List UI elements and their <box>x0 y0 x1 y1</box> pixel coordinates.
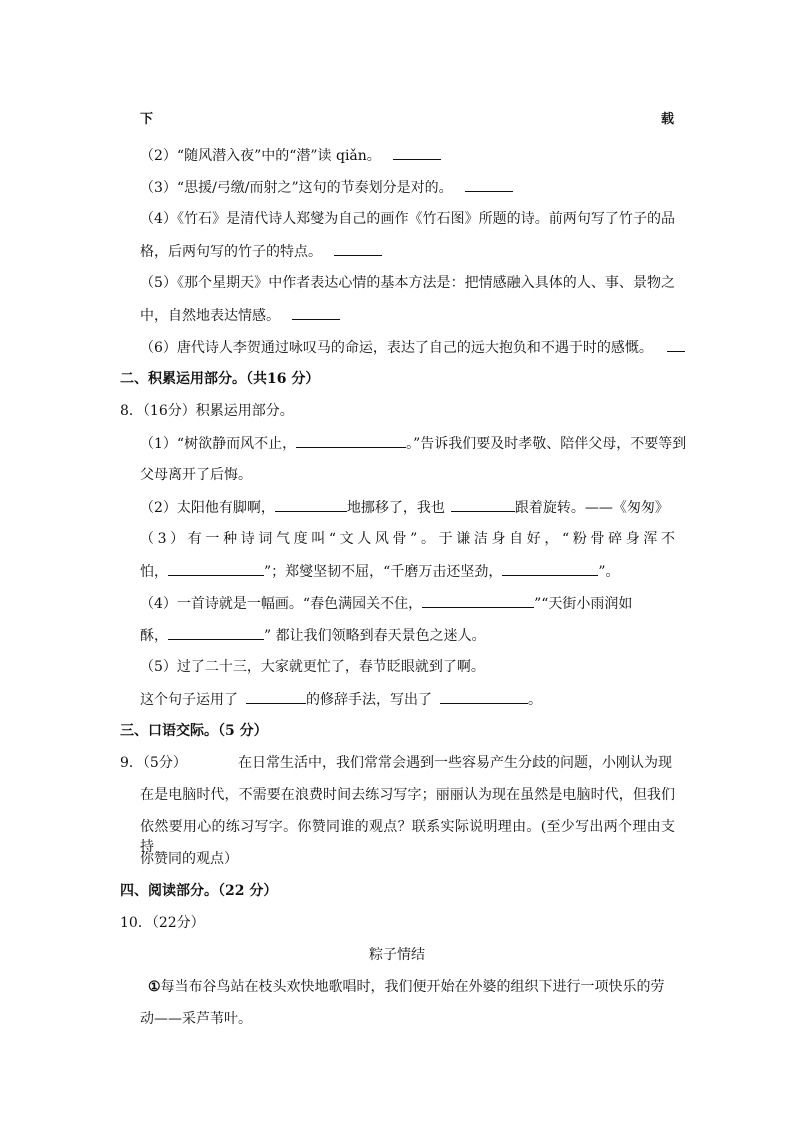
question-10-label: 10．（22分） <box>120 915 205 931</box>
answer-blank[interactable] <box>422 593 534 608</box>
answer-blank[interactable] <box>168 625 264 640</box>
answer-blank[interactable] <box>292 305 340 320</box>
question-8-label: 8．（16分）积累运用部分。 <box>120 403 294 419</box>
q8-text: 地挪移了，我也 <box>346 500 445 516</box>
q8-text: 跟着旋转。——《匆匆》 <box>514 500 669 516</box>
q8-item-5-cont <box>140 689 675 710</box>
judge-item-4-text: 格，后两句写的竹子的特点。 <box>140 244 322 260</box>
paragraph-1-text: 每当布谷鸟站在枝头欢快地歌唱时，我们便开始在外婆的组织下进行一项快乐的劳 <box>160 979 665 995</box>
q8-text: 。 <box>528 692 542 708</box>
answer-blank[interactable] <box>393 145 441 160</box>
section-3-title: 三、口语交际。（5 分） <box>120 723 268 739</box>
answer-blank[interactable] <box>451 497 515 512</box>
q8-text: 。”告诉我们要及时孝敬、陪伴父母，不要等到 <box>406 436 687 452</box>
q8-text: ”“天街小雨润如 <box>534 596 633 612</box>
q8-text: 这个句子运用了 <box>140 692 238 708</box>
answer-blank[interactable] <box>667 337 685 352</box>
answer-blank[interactable] <box>465 177 513 192</box>
answer-blank[interactable] <box>246 689 306 704</box>
answer-blank[interactable] <box>296 433 406 448</box>
q8-text: （4）一首诗就是一幅画。“春色满园关不住， <box>140 596 423 612</box>
section-4-title: 四、阅读部分。（22 分） <box>120 883 278 899</box>
page-header <box>140 108 674 127</box>
judge-item-2 <box>140 145 675 166</box>
q8-item-1-cont: 父母离开了后悔。 <box>140 467 252 483</box>
judge-item-3-text: （3）“思援/弓缴/而射之”这句的节奏划分是对的。 <box>140 180 453 196</box>
q8-text: ” 都让我们领略到春天景色之迷人。 <box>264 628 486 644</box>
q8-text: （2）太阳他有脚啊， <box>140 500 275 516</box>
judge-item-5-line2 <box>140 305 675 326</box>
judge-item-4-line2 <box>140 241 675 262</box>
reading-title: 粽子情结 <box>369 947 425 963</box>
q8-text: （1）“树欲静而风不止， <box>140 436 297 452</box>
q8-text: ”；郑燮坚韧不屈，“千磨万击还坚劲， <box>264 564 503 580</box>
q8-item-3: （3）有一种诗词气度叫“文人风骨”。于谦洁身自好，“粉骨碎身浑不 <box>140 531 675 547</box>
judge-item-6-text: （6）唐代诗人李贺通过咏叹马的命运，表达了自己的远大抱负和不遇于时的感慨。 <box>140 340 653 356</box>
q8-item-4 <box>140 593 675 614</box>
question-9-line1: 在日常生活中，我们常常会遇到一些容易产生分歧的问题，小刚认为现 <box>238 755 672 771</box>
judge-item-5-line1: （5）《那个星期天》中作者表达心情的基本方法是：把情感融入具体的人、事、景物之 <box>140 275 675 291</box>
question-9-label: 9．（5分） <box>120 755 187 771</box>
question-9-line2: 在是电脑时代，不需要在浪费时间去练习写字；丽丽认为现在虽然是电脑时代，但我们 <box>140 787 675 803</box>
q8-item-4-cont <box>140 625 675 646</box>
q8-text: ”。 <box>598 564 620 580</box>
reading-paragraph-1-cont: 动——采芦苇叶。 <box>140 1011 252 1027</box>
judge-item-4-line1: （4）《竹石》是清代诗人郑燮为自己的画作《竹石图》所题的诗。前两句写了竹子的品 <box>140 211 675 227</box>
q8-text: 酥， <box>140 628 168 644</box>
answer-blank[interactable] <box>502 561 598 576</box>
q8-text: 怕， <box>140 564 168 580</box>
header-left: 下 <box>140 112 154 127</box>
judge-item-5-text: 中，自然地表达情感。 <box>140 308 280 324</box>
q8-item-1 <box>140 433 687 454</box>
answer-blank[interactable] <box>275 497 347 512</box>
q8-text: 的修辞手法，写出了 <box>306 692 432 708</box>
judge-item-2-text: （2）“随风潜入夜”中的“潜”读 qiǎn。 <box>140 148 381 164</box>
judge-item-3 <box>140 177 675 198</box>
q8-item-5: （5）过了二十三，大家就更忙了，春节眨眼就到了啊。 <box>140 659 485 675</box>
header-right: 载 <box>660 112 674 127</box>
paragraph-number: ① <box>148 979 161 995</box>
question-9-line4: 你赞同的观点） <box>140 851 238 867</box>
answer-blank[interactable] <box>334 241 382 256</box>
q8-item-3-cont <box>140 561 675 582</box>
answer-blank[interactable] <box>440 689 528 704</box>
q8-item-2 <box>140 497 675 518</box>
answer-blank[interactable] <box>168 561 264 576</box>
question-9-line3: 依然要用心的练习写字。你赞同谁的观点？联系实际说明理由。(至少写出两个理由支持 <box>140 819 675 855</box>
reading-paragraph-1 <box>148 977 675 997</box>
judge-item-6 <box>140 337 675 358</box>
section-2-title: 二、积累运用部分。（共16 分） <box>120 371 320 387</box>
